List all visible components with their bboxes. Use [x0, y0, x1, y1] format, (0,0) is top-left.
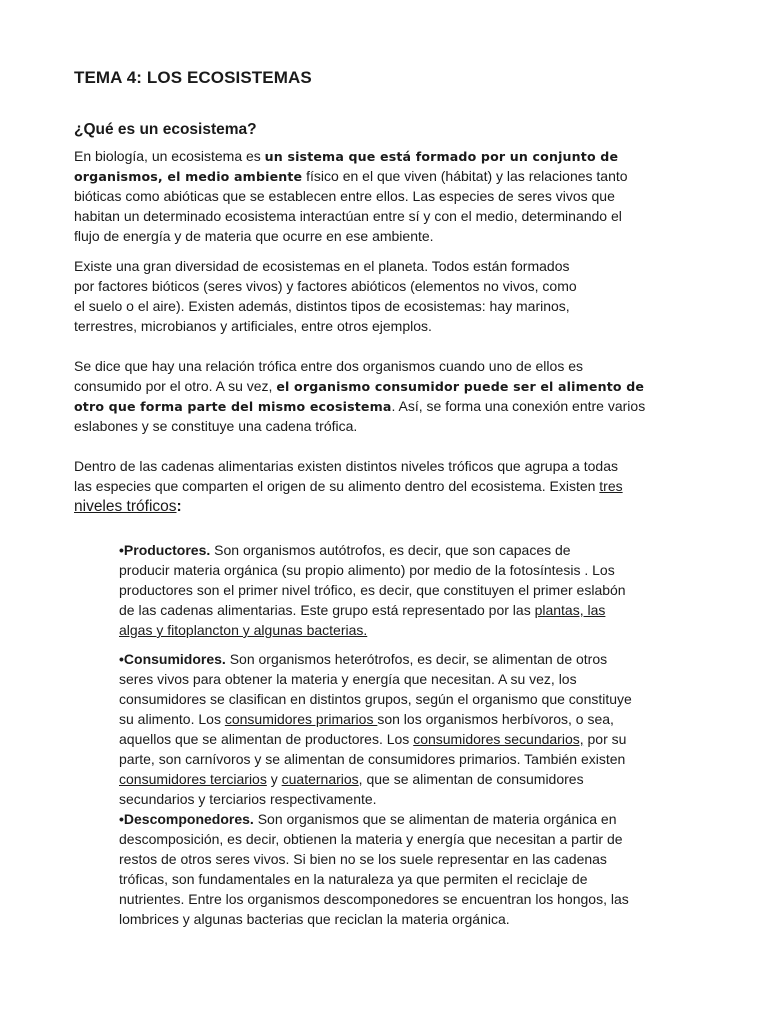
text-line: parte, son carnívoros y se alimentan de consumidores primarios. También existen: [119, 751, 626, 767]
underlined-text: consumidores secundarios,: [413, 731, 584, 747]
list-item-label: •Descomponedores.: [119, 811, 254, 827]
underlined-text: cuaternarios: [281, 771, 359, 787]
text: consumido por el otro. A su vez,: [74, 378, 277, 394]
text: Son organismos que se alimentan de materia orgánica en: [253, 811, 617, 827]
text-line: por factores bióticos (seres vivos) y factores abióticos (elementos no vivos, como: [74, 278, 577, 294]
list-item-descomponedores: [119, 809, 719, 929]
text-line: flujo de energía y de materia que ocurre en ese ambiente.: [74, 228, 434, 244]
underlined-text: tres: [599, 478, 623, 494]
text-line: lombrices y algunas bacterias que reciclan la materia orgánica.: [119, 911, 510, 927]
text: :: [176, 498, 182, 515]
text-line: el suelo o el aire). Existen además, distintos tipos de ecosistemas: hay marinos,: [74, 298, 570, 314]
text-line: Se dice que hay una relación trófica entre dos organismos cuando uno de ellos es: [74, 358, 583, 374]
text: , que se alimentan de consumidores: [358, 771, 584, 787]
paragraph-trophic-relation: [74, 356, 714, 436]
section-heading: ¿Qué es un ecosistema?: [74, 121, 257, 138]
text: . Así, se forma una conexión entre varios: [391, 398, 646, 414]
text-line: bióticas como abióticas que se establecen entre ellos. Las especies de seres vivos que: [74, 188, 615, 204]
underlined-text: consumidores primarios: [224, 711, 378, 727]
text: aquellos que se alimentan de productores. Los: [119, 731, 414, 747]
text-line: descomposición, es decir, obtienen la materia y energía que necesitan a partir de: [119, 831, 623, 847]
text-line: tróficas, son fundamentales en la naturaleza ya que permiten el reciclaje de: [119, 871, 588, 887]
list-item-consumidores: [119, 649, 719, 809]
text-line: consumidores se clasifican en distintos grupos, según el organismo que constituye: [119, 691, 632, 707]
text-line: productores son el primer nivel trófico, es decir, que constituyen el primer eslabón: [119, 582, 626, 598]
text-line: terrestres, microbianos y artificiales, entre otros ejemplos.: [74, 318, 432, 334]
bold-text: otro que forma parte del mismo ecosistema: [74, 399, 392, 414]
underlined-text: niveles tróficos: [74, 498, 177, 515]
text-line: producir materia orgánica (su propio alimento) por medio de la fotosíntesis . Los: [119, 562, 615, 578]
text: y: [266, 771, 282, 787]
text: En biología, un ecosistema es: [74, 148, 265, 164]
list-item-label: •Consumidores.: [119, 651, 226, 667]
text: Son organismos autótrofos, es decir, que son capaces de: [210, 542, 571, 558]
text-line: seres vivos para obtener la materia y energía que necesitan. A su vez, los: [119, 671, 577, 687]
text: por su: [583, 731, 627, 747]
text-line: eslabones y se constituye una cadena trófica.: [74, 418, 358, 434]
bold-text: organismos, el medio ambiente: [74, 169, 303, 184]
page-title: TEMA 4: LOS ECOSISTEMAS: [74, 68, 312, 87]
text: Son organismos heterótrofos, es decir, se alimentan de otros: [225, 651, 608, 667]
underlined-text: plantas, las: [534, 602, 606, 618]
text: su alimento. Los: [119, 711, 225, 727]
text-line: nutrientes. Entre los organismos descomponedores se encuentran los hongos, las: [119, 891, 629, 907]
underlined-text: consumidores terciarios: [119, 771, 267, 787]
text: las especies que comparten el origen de su alimento dentro del ecosistema. Existen: [74, 478, 600, 494]
paragraph-diversity: [74, 256, 714, 336]
text-line: Dentro de las cadenas alimentarias existen distintos niveles tróficos que agrupa a todas: [74, 458, 618, 474]
text-line: secundarios y terciarios respectivamente.: [119, 791, 377, 807]
text-line: Existe una gran diversidad de ecosistemas en el planeta. Todos están formados: [74, 258, 570, 274]
text: son los organismos herbívoros, o sea,: [377, 711, 614, 727]
bold-text: el organismo consumidor puede ser el alimento de: [276, 379, 645, 394]
underlined-text: algas y fitoplancton y algunas bacterias.: [119, 622, 368, 638]
list-item-label: •Productores.: [119, 542, 211, 558]
list-item-productores: [119, 540, 719, 640]
text-line: restos de otros seres vivos. Si bien no se los suele representar en las cadenas: [119, 851, 607, 867]
paragraph-definition: [74, 146, 714, 246]
paragraph-trophic-levels: [74, 456, 714, 516]
text: de las cadenas alimentarias. Este grupo está representado por las: [119, 602, 535, 618]
bold-text: un sistema que está formado por un conjunto de: [264, 149, 619, 164]
text-line: habitan un determinado ecosistema interactúan entre sí y con el medio, determinando el: [74, 208, 622, 224]
text: físico en el que viven (hábitat) y las relaciones tanto: [302, 168, 628, 184]
